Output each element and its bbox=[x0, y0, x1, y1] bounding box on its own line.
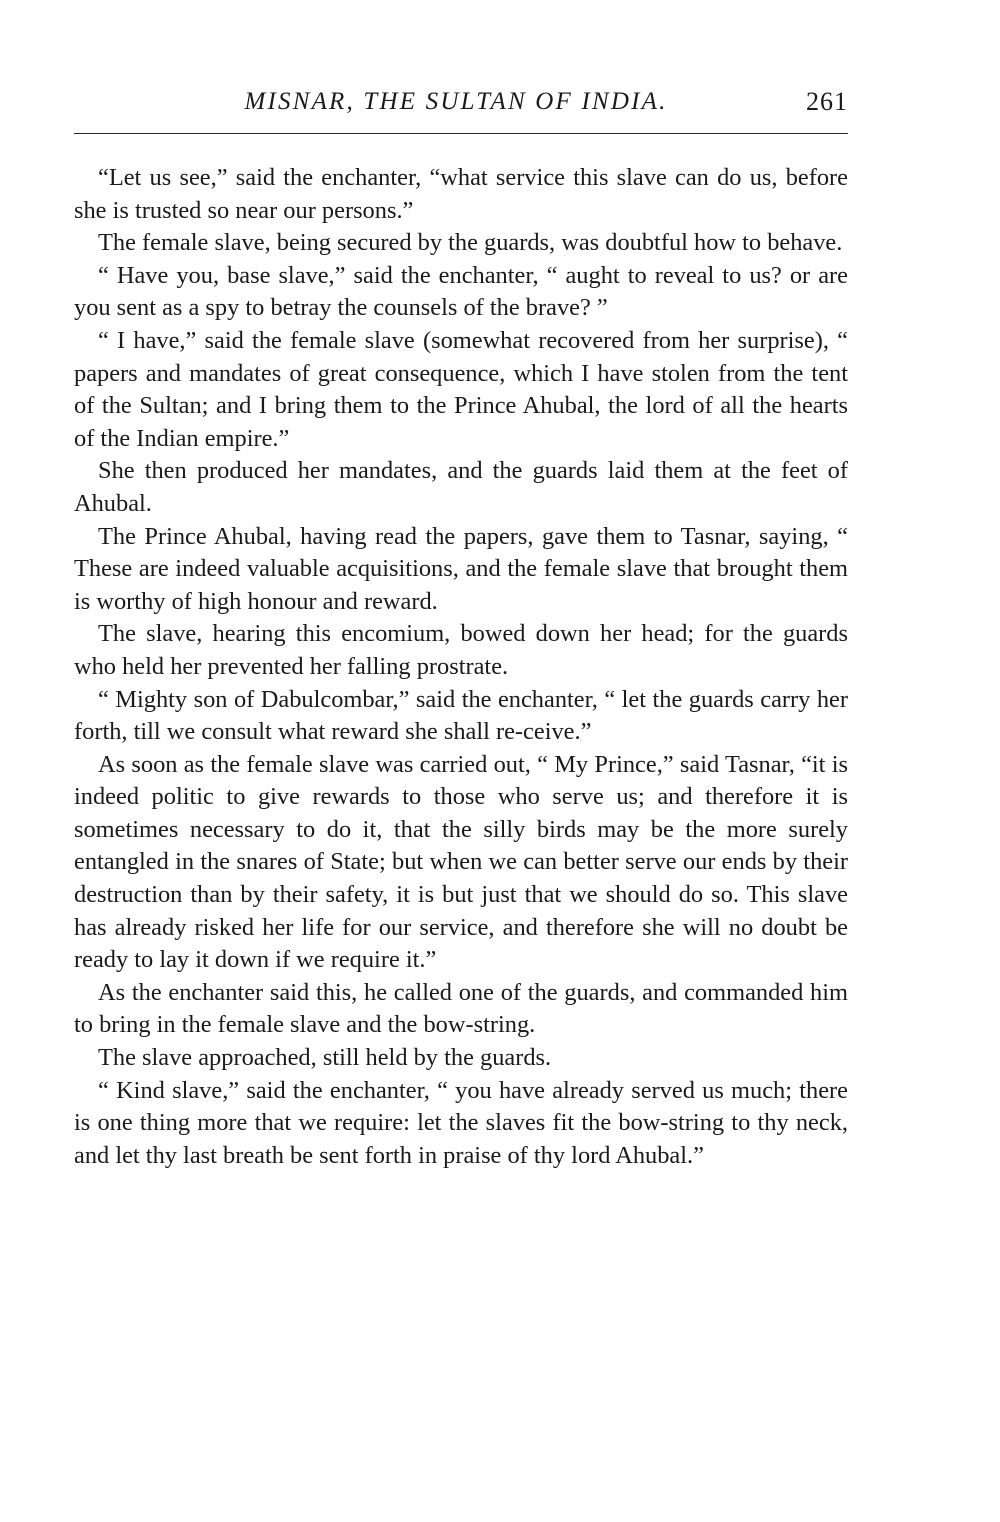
paragraph: The Prince Ahubal, having read the papers, gave them to Tasnar, saying, “ These are indeed valuable acquisitions, and the female slave that brought them is worthy of high honour and reward. bbox=[74, 522, 848, 615]
page-number: 261 bbox=[806, 87, 848, 116]
paragraph: “ I have,” said the female slave (somewhat recovered from her surprise), “ papers and mandates of great consequence, which I have stolen from the tent of the Sultan; and I bring them to the Prince Ahubal, the lord of all the hearts of the Indian empire.” bbox=[74, 326, 848, 452]
paragraph: The slave, hearing this encomium, bowed down her head; for the guards who held her prevented her falling prostrate. bbox=[74, 620, 848, 680]
page-header bbox=[74, 86, 848, 126]
running-title: MISNAR, THE SULTAN OF INDIA. bbox=[244, 88, 668, 115]
paragraph: “ Have you, base slave,” said the enchanter, “ aught to reveal to us? or are you sent as a spy to betray the counsels of the brave? ” bbox=[74, 261, 848, 322]
paragraph: The slave approached, still held by the guards. bbox=[98, 1044, 552, 1072]
header-rule bbox=[74, 133, 848, 134]
paragraph: She then produced her mandates, and the guards laid them at the feet of Ahubal. bbox=[74, 457, 848, 517]
paragraph: The female slave, being secured by the guards, was doubtful how to behave. bbox=[98, 229, 843, 257]
paragraph: “ Mighty son of Dabulcombar,” said the enchanter, “ let the guards carry her forth, till we consult what reward she shall re-ceive.” bbox=[74, 685, 848, 746]
paragraph: “Let us see,” said the enchanter, “what service this slave can do us, before she is trusted so near our persons.” bbox=[74, 164, 848, 224]
paragraph: As the enchanter said this, he called one of the guards, and commanded him to bring in the female slave and the bow-string. bbox=[74, 978, 848, 1039]
paragraph: As soon as the female slave was carried out, “ My Prince,” said Tasnar, “it is indeed politic to give rewards to those who serve us; and therefore it is sometimes necessary to do it, that the silly birds may be the more surely entangled in the snares of State; but when we can better serve our ends by their destruction than by their safety, it is but just that we should do so. This slave has already risked her life for our service, and therefore she will no doubt be ready to lay it down if we require it.” bbox=[74, 750, 848, 974]
paragraph: “ Kind slave,” said the enchanter, “ you have already served us much; there is one thing more that we require: let the slaves fit the bow-string to thy neck, and let thy last breath be sent forth in praise of thy lord Ahubal.” bbox=[74, 1076, 848, 1169]
body-text bbox=[74, 162, 848, 1172]
